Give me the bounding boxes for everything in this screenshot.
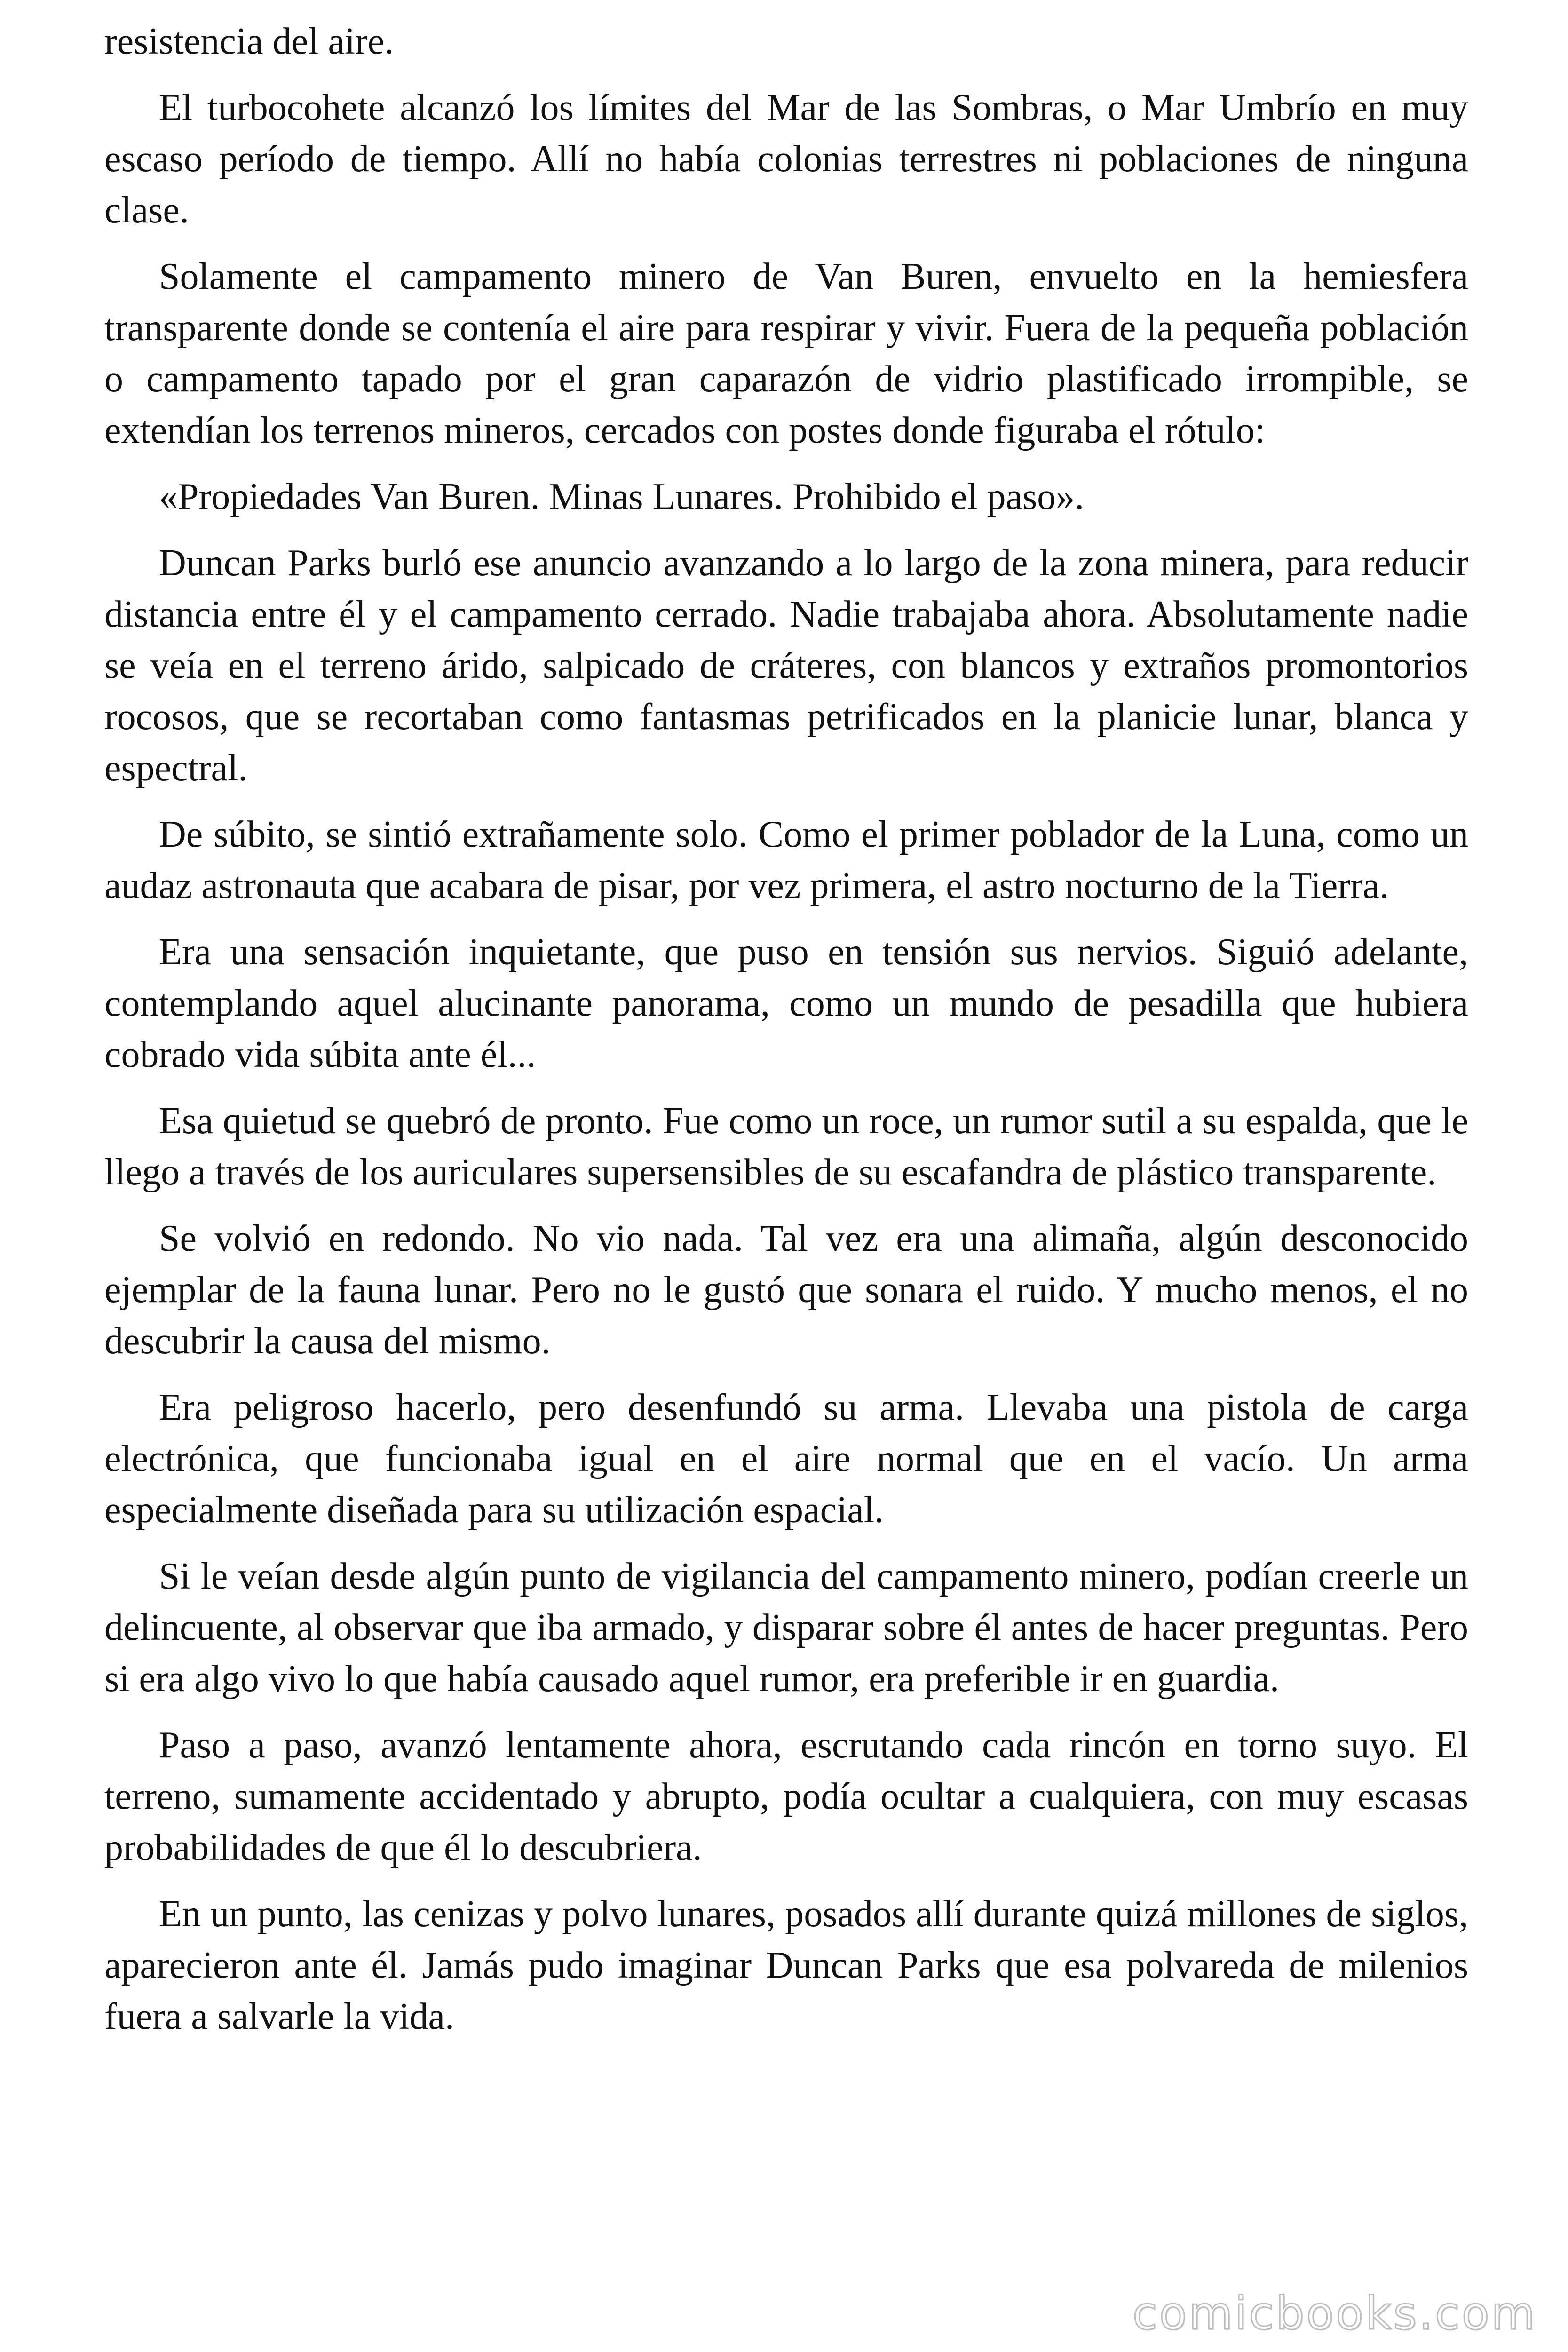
paragraph: Esa quietud se quebró de pronto. Fue como un roce, un rumor sutil a su espalda, que le llego a través de los auriculares supersensibles de su escafandra de plástico transparente. — [104, 1100, 1468, 1193]
paragraph: Si le veían desde algún punto de vigilancia del campamento minero, podían creerle un delincuente, al observar que iba armado, y disparar sobre él antes de hacer preguntas. Pero si era algo vivo lo que había causado aquel rumor, era preferible ir en guardia. — [104, 1556, 1468, 1700]
paragraph: En un punto, las cenizas y polvo lunares, posados allí durante quizá millones de siglos, aparecieron ante él. Jamás pudo imaginar Duncan Parks que esa polvareda de milenios fuera a salvarle la vida. — [104, 1893, 1468, 2037]
paragraph: El turbocohete alcanzó los límites del Mar de las Sombras, o Mar Umbrío en muy escaso período de tiempo. Allí no había colonias terrestres ni poblaciones de ninguna clase. — [104, 87, 1468, 231]
paragraph: De súbito, se sintió extrañamente solo. Como el primer poblador de la Luna, como un audaz astronauta que acabara de pisar, por vez primera, el astro nocturno de la Tierra. — [104, 814, 1468, 906]
paragraph: Paso a paso, avanzó lentamente ahora, escrutando cada rincón en torno suyo. El terreno, sumamente accidentado y abrupto, podía ocultar a cualquiera, con muy escasas probabilidades de que él lo descubriera. — [104, 1724, 1468, 1868]
paragraph: Solamente el campamento minero de Van Buren, envuelto en la hemiesfera transparente donde se contenía el aire para respirar y vivir. Fuera de la pequeña población o campamento tapado por el gran caparazón de vidrio plastificado irrompible, se extendían los terrenos mineros, cercados con postes donde figuraba el rótulo: — [104, 256, 1468, 451]
paragraph-sign-quote: «Propiedades Van Buren. Minas Lunares. Prohibido el paso». — [159, 476, 1085, 517]
paragraph: Duncan Parks burló ese anuncio avanzando a lo largo de la zona minera, para reducir distancia entre él y el campamento cerrado. Nadie trabajaba ahora. Absolutamente nadie se veía en el terreno árido, salpicado de cráteres, con blancos y extraños promontorios rocosos, que se recortaban como fantasmas petrificados en la planicie lunar, blanca y espectral. — [104, 542, 1468, 789]
watermark: comicbooks.com — [1132, 2287, 1537, 2340]
document-text-body — [104, 16, 1468, 2058]
paragraph: Se volvió en redondo. No vio nada. Tal vez era una alimaña, algún desconocido ejemplar de la fauna lunar. Pero no le gustó que sonara el ruido. Y mucho menos, el no descubrir la causa del mismo. — [104, 1218, 1468, 1362]
paragraph-continuation: resistencia del aire. — [104, 21, 394, 62]
paragraph: Era una sensación inquietante, que puso en tensión sus nervios. Siguió adelante, contemplando aquel alucinante panorama, como un mundo de pesadilla que hubiera cobrado vida súbita ante él... — [104, 931, 1468, 1075]
paragraph: Era peligroso hacerlo, pero desenfundó su arma. Llevaba una pistola de carga electrónica, que funcionaba igual en el aire normal que en el vacío. Un arma especialmente diseñada para su utilización espacial. — [104, 1387, 1468, 1531]
